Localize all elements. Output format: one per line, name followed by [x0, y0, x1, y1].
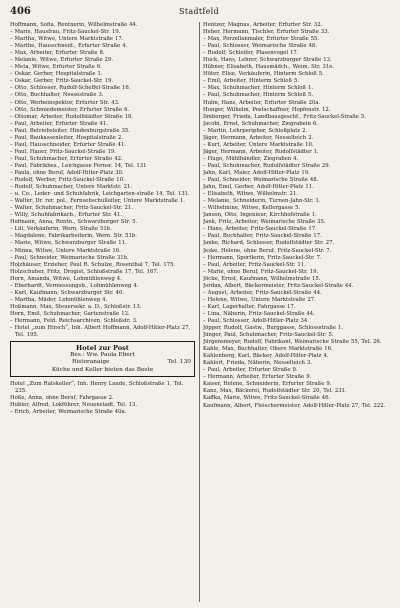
- page-header: [10, 6, 388, 20]
- directory-entry: Hoffmann, Sofia, Rentnerin, Wilhelmstraße 44.: [10, 22, 138, 28]
- directory-entry: Janke, Richard, Schlosser, Rudolfstädter Str. 27.: [203, 240, 335, 247]
- directory-entry: – Oskar, Gerber, Hospitalstraße 1.: [10, 71, 103, 78]
- directory-entry: – Ottomar, Arbeiter, Rudolfstädter Straße 18.: [10, 113, 134, 120]
- directory-entry: – Marie, Witwe, Schwarzburger Straße 11.: [10, 240, 127, 247]
- directory-entry: Jäger, Hermann, Arbeiter, Nesselteich 2.: [203, 134, 314, 141]
- directory-entry: – Otto, Schlosser, Rudolf-Scheffel-Straße 16.: [10, 85, 131, 92]
- directory-entry: – Paul, Hauer, Fritz-Sauckel-Straße 19.: [10, 148, 116, 155]
- directory-entry: Kahle, Max, Buchhalter, Obere Marktstraße 16.: [203, 346, 333, 353]
- directory-entry: – Melanie, Schneiderin, Turnen-Jahn-Str. 1.: [203, 198, 321, 205]
- directory-entry: – Paul, Schneider, Weimarische Straße 31b.: [10, 254, 129, 261]
- left-entry-list: [10, 22, 197, 339]
- directory-entry: Jürgensmeyer, Rudolf, Fabrikant, Weimarische Straße 55, Tel. 26.: [203, 339, 382, 346]
- directory-entry: – Kurt, Arbeiter, Untere Marktstraße 10.: [203, 141, 314, 148]
- directory-entry: – Marie, Hausfrau, Fritz-Sauckel-Str. 19.: [10, 29, 121, 36]
- directory-entry: – Oskar, Gerber, Fritz-Sauckel-Str. 19.: [10, 78, 114, 85]
- directory-entry: – Lina, Näherin, Fritz-Sauckel-Straße 44.: [203, 310, 315, 317]
- directory-entry: – Rudolf, Schuhmacher, Untere Marktstr. 21.: [10, 184, 133, 191]
- directory-entry: – Lili, Verkäuferin, Wern. Straße 51b.: [10, 226, 112, 233]
- directory-entry: Heher, Hermann, Tischler, Erfurter Straße 33.: [203, 29, 330, 36]
- directory-entry: Jöpper, Rudolf, Gastw., Burggasse, Schlossstraße 1.: [203, 325, 344, 332]
- hotel-advertisement: [10, 341, 195, 377]
- directory-entry: – Rudolf, Werber, Fritz-Sauckel-Straße 10.: [10, 177, 125, 184]
- directory-entry: – Karl, Lagerhalter, Fahrgasse 17.: [203, 303, 296, 310]
- directory-entry: – Marie, ohne Beruf, Fritz-Sauckel-Str. 19.: [203, 268, 319, 275]
- directory-entry: Hotel „Zum Ratskeller“, Inh. Henry Laude, Schloßstraße 1, Tel. 235.: [10, 381, 184, 395]
- directory-entry: Horn, Amanda, Witwe, Lohmühlenweg 4.: [10, 275, 122, 282]
- directory-entry: – Martin, Lehrperipher, Schloßplatz 2.: [203, 127, 308, 134]
- directory-entry: – Elisabeth, Witwe, Wilhelmstr. 21.: [203, 191, 298, 198]
- directory-entry: Hübner, Elisabeth, Hausmädch., Weim. Str. 31e.: [203, 64, 335, 71]
- directory-entry: – Paul, Schuhmacher, Hinterm Schloß 5.: [203, 92, 314, 99]
- directory-entry: Holzhäuser, Erzieher, Paul R. Schulze, Rosenthal 7, Tel. 175.: [10, 261, 176, 268]
- directory-entry: – Magdalene, Fabrikarbeiterin, Wern. Str. 51b.: [10, 233, 137, 240]
- directory-entry: Jordan, Albert, Bäckermeister, Fritz-Sauckel-Straße 44.: [203, 282, 354, 289]
- directory-entry: – Walter, Dr. rer. pol., Fernsehschulleiter, Untere Marktstraße 1.: [10, 198, 185, 205]
- directory-entry: – Karl, Kaufmann, Schwarzburger Str. 40.: [10, 289, 124, 296]
- directory-entry: – Paul, Arbeiter, Erfurter Straße 41.: [10, 120, 108, 127]
- page-number: 406: [10, 6, 31, 17]
- ad-line-contact: [14, 359, 191, 366]
- directory-entry: – Paul, Fabrikbes., Leichgasse Fernsr. 14, Tel. 131: [10, 162, 147, 169]
- directory-entry: Hoßmann, Max, Steuersekr. a. D., Schloßstr. 13.: [10, 303, 142, 310]
- left-column: [10, 22, 197, 604]
- directory-entry: Jacobi, Ernst, Schuhmacher, Ziegrabein 6.: [203, 120, 318, 127]
- directory-entry: – Marthe, Hausschneid., Erfurter Straße 4.: [10, 43, 128, 50]
- directory-entry: Kaufmann, Albert, Fleischermeister, Adolf-Hitler-Platz 27, Tel. 222.: [203, 402, 386, 409]
- ad-phone: Tel. 130: [167, 359, 191, 366]
- directory-entry: – Martha, Witwe, Untere Marktstraße 17.: [10, 36, 124, 43]
- directory-entry: Ilmberger, Frieda, Landhausgeschf., Fritz-Sauckel-Straße 5.: [203, 113, 366, 120]
- directory-entry: – u. Co., Leder- und Schuhfabrik, Leichgarten-straße 14, Tel. 131.: [10, 191, 190, 198]
- directory-entry: Kahlenberg, Karl, Bäcker, Adolf-Hitler-Platz 4.: [203, 353, 329, 360]
- directory-entry: Hüter, Elise, Verkäuferin, Hinterm Schloß 5.: [203, 71, 324, 78]
- directory-entry: Janson, Otto, Ingenieur, Kirchhofstraße 1.: [203, 212, 317, 219]
- directory-entry: Kanz, Max, Bäckerei, Rudolfstädter Str. 20, Tel. 231.: [203, 388, 347, 395]
- ad-slogan: Küche und Keller bieten das Beste: [51, 366, 154, 373]
- directory-entry: – Paul, Schneider, Weimarische Straße 48.: [203, 177, 319, 184]
- directory-entry: – Otto, Buchhalter, Nessestraße 3.: [10, 92, 104, 99]
- directory-entry: Jöcke, Ernst, Kaufmann, Wilhelmstraße 15.: [203, 275, 321, 282]
- right-column: [203, 22, 390, 602]
- directory-entry: – Paul, Hausschneider, Erfurter Straße 41.: [10, 141, 126, 148]
- directory-entry: – Paul, Arbeiter, Erfurter Straße 9.: [203, 367, 298, 374]
- ad-title: Hotel zur Post: [76, 344, 129, 353]
- directory-entry: – Max, Schuhmacher, Hinterm Schloß 1.: [203, 85, 314, 92]
- directory-entry: Horn, Emil, Schuhmacher, Gartenstraße 12.: [10, 310, 130, 317]
- directory-entry: – Willy, Schuhfabrikarb., Erfurter Str. 41.: [10, 212, 123, 219]
- left-entry-list-after-ad: [10, 381, 197, 416]
- directory-entry: – Minna, Witwe, Untere Marktstraße 16.: [10, 247, 121, 254]
- directory-entry: – Paul, Baukassenleiter, Hospitalstraße 2.: [10, 134, 123, 141]
- directory-entry: Jahn, Emil, Gerber, Adolf-Hitler-Platz 11.: [203, 184, 314, 191]
- directory-entry: – Paul, Betriebsleiter, Hindenburgstraße 35.: [10, 127, 130, 134]
- ad-subtitle: Ristoranaige: [72, 359, 110, 366]
- directory-entry: Hulm, Hans, Arbeiter, Erfurter Straße 20a.: [203, 99, 321, 106]
- directory-entry: – Paul, Schuhmacher, Rudolfstädter Straße 29.: [203, 162, 331, 169]
- directory-entry: Hofmann, Anna, Rentn., Schwarzburger Str. 5.: [10, 219, 138, 226]
- directory-entry: – Paul, Schuhmacher, Erfurter Straße 42.: [10, 155, 123, 162]
- directory-entry: – Helene, Witwe, Untere Marktstraße 27.: [203, 296, 316, 303]
- directory-entry: Jeske, Helene, ohne Beruf, Fritz-Sauckel-Str. 7.: [203, 247, 332, 254]
- directory-entry: – Meta, Witwe, Erfurter Straße 6.: [10, 64, 102, 71]
- directory-entry: Hubler, Alfred, Lokführer, Neuenstadt, Tel. 13.: [10, 402, 138, 409]
- directory-entry: Kaffka, Marie, Witwe, Fritz-Sauckel-Straße 46.: [203, 395, 331, 402]
- directory-entry: – August, Arbeiter, Fritz-Sauckel-Straße 44.: [203, 289, 322, 296]
- directory-entry: Jahn, Karl, Maler, Adolf-Hitler-Platz 19.: [203, 169, 310, 176]
- directory-entry: – Hans, Arbeiter, Fritz-Sauckel-Straße 17.: [203, 226, 317, 233]
- column-divider: [199, 22, 200, 602]
- directory-entry: – Wilhelmine, Witwe, Kellergasse 5.: [203, 205, 301, 212]
- directory-entry: Holzschuher, Fritz, Drogist, Schloßstraße 17, Tel. 167.: [10, 268, 159, 275]
- directory-entry: – Otto, Werbeinspektor, Erfurter Str. 43.: [10, 99, 120, 106]
- directory-entry: – Paul, Buchhalter, Fritz-Sauckel-Straße 17.: [203, 233, 322, 240]
- directory-entry: – Paul, Schlosser, Weimarische Straße 48.: [203, 43, 317, 50]
- directory-entry: – Paul, Schlosser, Adolf-Hitler-Platz 34.: [203, 317, 309, 324]
- directory-entry: Jünger, Paul, Schuhmacher, Fritz-Sauckel-Str. 5.: [203, 332, 334, 339]
- running-title: Stadtfeld: [179, 7, 219, 16]
- directory-entry: Hunger, Wilhelm, Postschaffner, Hopfenstr. 12.: [203, 106, 331, 113]
- directory-entry: – Emil, Arbeiter, Hinterm Schloß 5.: [203, 78, 300, 85]
- directory-entry: – Hotel „zum Hirsch“, Inh. Albert Hoffmann, Adolf-Hitler-Platz 27, Tel. 195.: [10, 325, 191, 339]
- directory-entry: – Max, Porzellanmaler, Erfurter Straße 55.: [203, 36, 320, 43]
- directory-entry: – Martha, Mäder, Lohmühlenweg 4.: [10, 296, 108, 303]
- directory-entry: – Hugo, Mühlhändler, Ziegraben 4.: [203, 155, 299, 162]
- ad-owner: Bes.: Ww. Paula Ebert: [70, 352, 135, 359]
- directory-entry: Kaiser, Helene, Schneiderin, Erfurter Straße 9.: [203, 381, 332, 388]
- directory-entry: – Melanie, Witwe, Erfurter Straße 29.: [10, 57, 114, 64]
- directory-entry: – Max, Arbeiter, Erfurter Straße 8.: [10, 50, 105, 57]
- directory-entry: – Paula, ohne Beruf, Adolf-Hitler-Platz 30.: [10, 169, 124, 176]
- directory-entry: – Erich, Arbeiter, Weimarische Straße 40a.: [10, 409, 127, 416]
- directory-entry: – Eberhardt, Vermessungsb., Lohmühlenweg 4.: [10, 282, 139, 289]
- directory-entry: Hentzer, Magnus, Arbeiter, Erfurter Str. 32.: [203, 22, 323, 28]
- directory-entry: – Hermann, Sportlerin, Fritz-Sauckel-Str. 7.: [203, 254, 322, 261]
- ad-line-owner: [14, 352, 191, 359]
- directory-entry: – Walter, Schuhmacher, Fritz-Sauckel-Str. 21.: [10, 205, 133, 212]
- directory-entry: Jank, Fritz, Arbeiter, Weimarische Straße 35.: [203, 219, 326, 226]
- directory-entry: – Hermann, Arbeiter, Erfurter Straße 9.: [203, 374, 312, 381]
- directory-entry: – Paul, Arbeiter, Fritz-Sauckel-Str. 11.: [203, 261, 306, 268]
- directory-entry: Hoße, Anna, ohne Beruf, Fahrgasse 2.: [10, 395, 114, 402]
- directory-entry: Jäger, Hermann, Arbeiter, Rudolfstädter 1.: [203, 148, 319, 155]
- directory-entry: Kahlert, Frieda, Näherin, Nesselteich 3.: [203, 360, 312, 367]
- directory-entry: – Rudolf, Schleifer, Plasenvogel 17.: [203, 50, 299, 57]
- right-entry-list: [203, 22, 390, 410]
- directory-entry: – Hermann, Feld. Reichsarchiven, Schloßstr. 3.: [10, 317, 138, 324]
- directory-entry: Huck, Hans, Lehrer, Schwarzburger Straße 13.: [203, 57, 332, 64]
- directory-entry: – Otto, Schmiedemeister, Erfurter Straße 6.: [10, 106, 130, 113]
